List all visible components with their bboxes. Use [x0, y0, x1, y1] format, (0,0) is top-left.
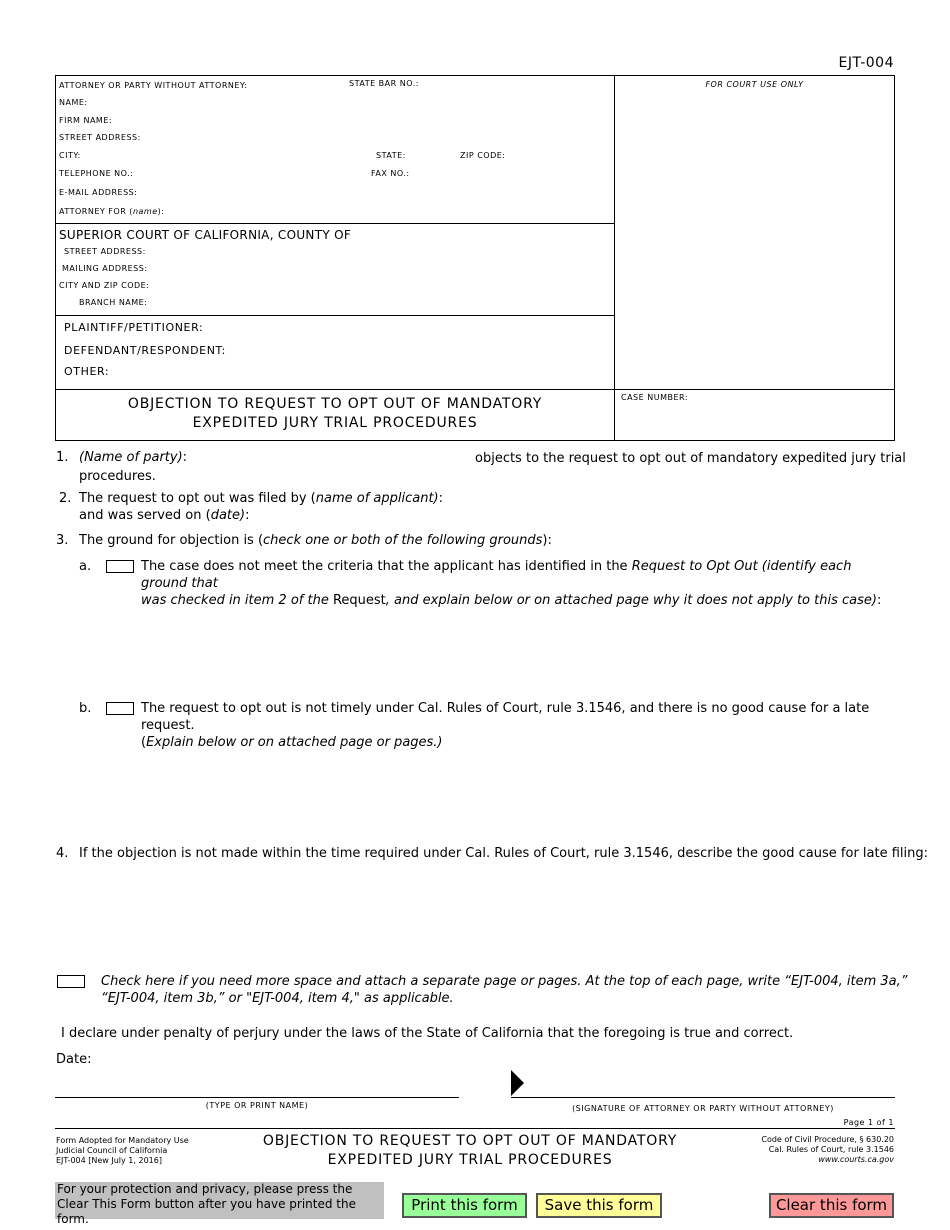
- name-line: [55, 1097, 459, 1098]
- clear-form-button[interactable]: Clear this form: [769, 1193, 894, 1218]
- signature-label: (SIGNATURE OF ATTORNEY OR PARTY WITHOUT ATTORNEY): [572, 1104, 834, 1113]
- fax-label: FAX NO.:: [371, 169, 410, 178]
- court-mailing-label: MAILING ADDRESS:: [62, 264, 148, 273]
- page-number: Page 1 of 1: [843, 1118, 894, 1127]
- item2-number: 2.: [59, 491, 72, 506]
- privacy-notice: For your protection and privacy, please press the Clear This Form button after you have printed the form.: [55, 1182, 384, 1219]
- type-name-label: (TYPE OR PRINT NAME): [205, 1101, 309, 1110]
- item2-filed-by: The request to opt out was filed by (name of applicant):: [79, 491, 444, 506]
- form-adopted-info: Form Adopted for Mandatory Use Judicial Council of California EJT-004 [New July 1, 2016]: [56, 1136, 189, 1165]
- declaration-text: I declare under penalty of perjury under the laws of the State of California that the foregoing is true and correct.: [61, 1026, 794, 1041]
- name-label: NAME:: [59, 98, 88, 107]
- item3a-letter: a.: [79, 559, 92, 574]
- item3-text: The ground for objection is (check one or both of the following grounds):: [79, 533, 552, 548]
- other-label: OTHER:: [64, 365, 110, 378]
- plaintiff-label: PLAINTIFF/PETITIONER:: [64, 321, 204, 334]
- defendant-label: DEFENDANT/RESPONDENT:: [64, 344, 226, 357]
- item3b-checkbox[interactable]: [106, 702, 134, 715]
- header-box: [55, 75, 895, 441]
- case-number-label: CASE NUMBER:: [621, 393, 689, 402]
- zip-code-label: ZIP CODE:: [460, 151, 506, 160]
- item3a-text: The case does not meet the criteria that the applicant has identified in the Request to Opt Out (identify each ground that was checked in item 2 of the Request, and explain below or on attached page why it does not apply to this case):: [141, 559, 882, 608]
- item4-text: If the objection is not made within the time required under Cal. Rules of Court, rule 3.1546, describe the good cause for late filing:: [79, 846, 929, 861]
- court-city-zip-label: CITY AND ZIP CODE:: [59, 281, 150, 290]
- form-title-line1: OBJECTION TO REQUEST TO OPT OUT OF MANDATORY: [127, 396, 543, 412]
- state-label: STATE:: [376, 151, 406, 160]
- signature-line: [511, 1097, 895, 1098]
- legal-references: Code of Civil Procedure, § 630.20 Cal. Rules of Court, rule 3.1546 www.courts.ca.gov: [761, 1135, 894, 1164]
- telephone-label: TELEPHONE NO.:: [59, 169, 134, 178]
- more-space-checkbox[interactable]: [57, 975, 85, 988]
- attorney-label: ATTORNEY OR PARTY WITHOUT ATTORNEY:: [59, 81, 248, 90]
- more-space-text: Check here if you need more space and attach a separate page or pages. At the top of each page, write “EJT-004, item 3a,” “EJT-004, item 3b,” or "EJT-004, item 4," as applicable.: [101, 974, 908, 1006]
- street-address-label: STREET ADDRESS:: [59, 133, 141, 142]
- item3b-text: The request to opt out is not timely under Cal. Rules of Court, rule 3.1546, and there is no good cause for a late request. (Explain below or on attached page or pages.): [141, 701, 870, 750]
- attorney-for-label: ATTORNEY FOR (name):: [59, 207, 165, 216]
- footer-title: OBJECTION TO REQUEST TO OPT OUT OF MANDATORY EXPEDITED JURY TRIAL PROCEDURES: [262, 1133, 678, 1168]
- print-form-button[interactable]: Print this form: [402, 1193, 527, 1218]
- item1-name-label: (Name of party):: [79, 450, 188, 465]
- item1-continued: procedures.: [79, 469, 156, 484]
- item3b-letter: b.: [79, 701, 92, 716]
- state-bar-label: STATE BAR NO.:: [349, 79, 419, 88]
- form-title: [55, 395, 615, 433]
- item3a-checkbox[interactable]: [106, 560, 134, 573]
- signature-arrow-icon: [511, 1070, 524, 1096]
- save-form-button[interactable]: Save this form: [536, 1193, 662, 1218]
- date-label: Date:: [56, 1052, 92, 1067]
- court-street-label: STREET ADDRESS:: [64, 247, 146, 256]
- court-use-label: FOR COURT USE ONLY: [705, 80, 804, 89]
- header-divider: [614, 75, 615, 441]
- item3-number: 3.: [56, 533, 69, 548]
- item2-served-on: and was served on (date):: [79, 508, 250, 523]
- item4-number: 4.: [56, 846, 69, 861]
- court-title: SUPERIOR COURT OF CALIFORNIA, COUNTY OF: [59, 228, 352, 242]
- item1-number: 1.: [56, 450, 69, 465]
- court-branch-label: BRANCH NAME:: [79, 298, 148, 307]
- email-label: E-MAIL ADDRESS:: [59, 188, 138, 197]
- form-id: EJT-004: [838, 55, 894, 71]
- form-title-line2: EXPEDITED JURY TRIAL PROCEDURES: [192, 415, 478, 431]
- city-label: CITY:: [59, 151, 81, 160]
- firm-name-label: FIRM NAME:: [59, 116, 113, 125]
- item1-text: objects to the request to opt out of mandatory expedited jury trial: [475, 451, 906, 466]
